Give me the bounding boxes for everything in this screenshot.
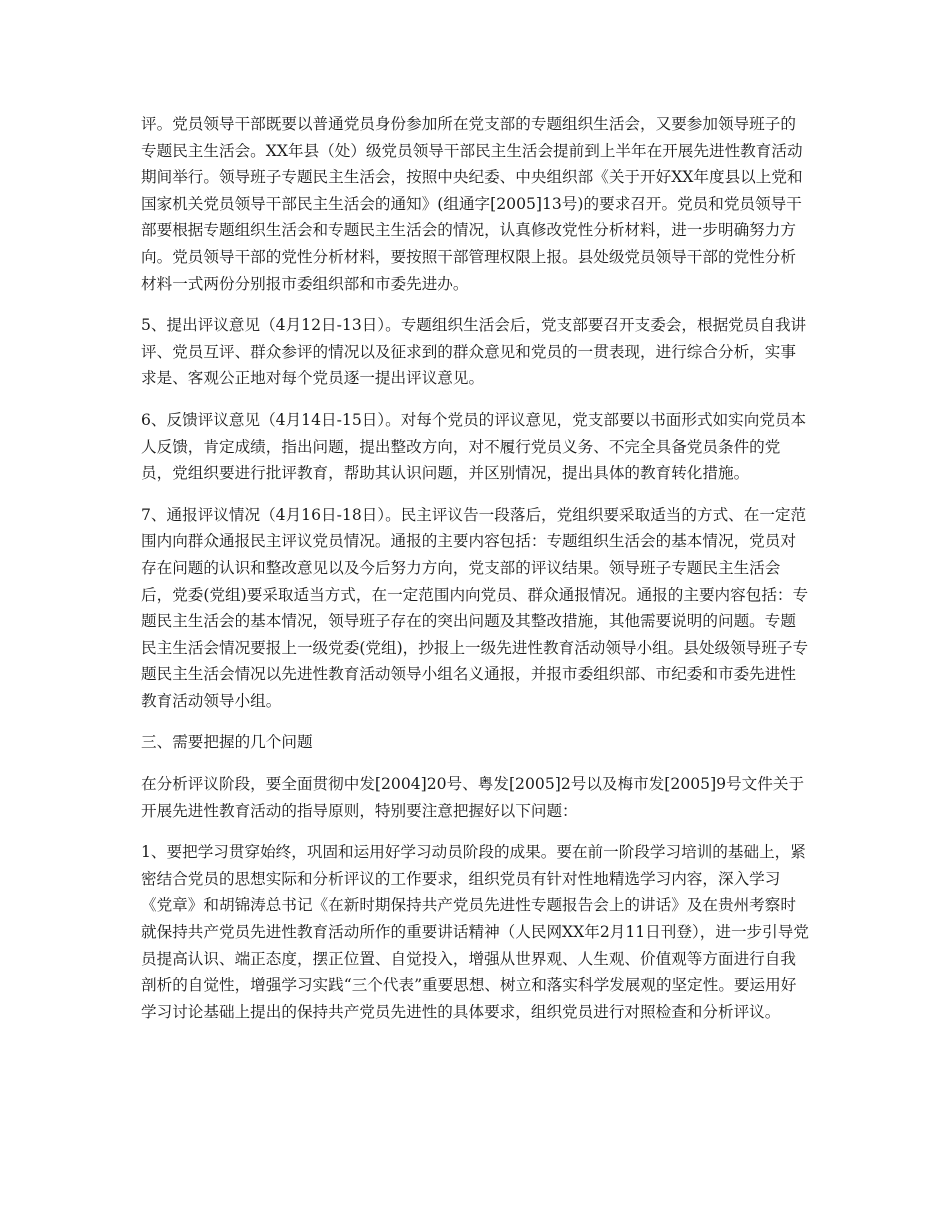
section-heading-key-issues: 三、需要把握的几个问题 [141, 733, 313, 752]
paragraph-step-6-feedback: 6、反馈评议意见（4月14日-15日）。对每个党员的评议意见，党支部要以书面形式如实向党员本人反馈，肯定成绩，指出问题，提出整改方向，对不履行党员义务、不完全具备党员条件的党员，党组织要进行批评教育，帮助其认识问题，并区别情况，提出具体的教育转化措施。 [141, 410, 807, 483]
paragraph-step-7-report: 7、通报评议情况（4月16日-18日）。民主评议告一段落后，党组织要采取适当的方式、在一定范围内向群众通报民主评议党员情况。通报的主要内容包括：专题组织生活会的基本情况，党员对存在问题的认识和整改意见以及今后努力方向，党支部的评议结果。领导班子专题民主生活会后，党委(党组)要采取适当方式，在一定范围内向党员、群众通报情况。通报的主要内容包括：专题民主生活会的基本情况，领导班子存在的突出问题及其整改措施，其他需要说明的问题。专题民主生活会情况要报上一级党委(党组)，抄报上一级先进性教育活动领导小组。县处级领导班子专题民主生活会情况以先进性教育活动领导小组名义通报，并报市委组织部、市纪委和市委先进性教育活动领导小组。 [141, 505, 809, 710]
paragraph-analysis-principles: 在分析评议阶段，要全面贯彻中发[2004]20号、粤发[2005]2号以及梅市发[2005]9号文件关于开展先进性教育活动的指导原则，特别要注意把握好以下问题： [141, 775, 805, 820]
paragraph-party-leaders-review: 评。党员领导干部既要以普通党员身份参加所在党支部的专题组织生活会，又要参加领导班子的专题民主生活会。XX年县（处）级党员领导干部民主生活会提前到上半年在开展先进性教育活动期间举行。领导班子专题民主生活会，按照中央纪委、中央组织部《关于开好XX年度县以上党和国家机关党员领导干部民主生活会的通知》(组通字[2005]13号)的要求召开。党员和党员领导干部要根据专题组织生活会和专题民主生活会的情况，认真修改党性分析材料，进一步明确努力方向。党员领导干部的党性分析材料，要按照干部管理权限上报。县处级党员领导干部的党性分析材料一式两份分别报市委组织部和市委先进办。 [141, 115, 803, 293]
document-body [141, 111, 809, 1040]
paragraph-step-5-opinions: 5、提出评议意见（4月12日-13日）。专题组织生活会后，党支部要召开支委会，根据党员自我讲评、党员互评、群众参评的情况以及征求到的群众意见和党员的一贯表现，进行综合分析，实事求是、客观公正地对每个党员逐一提出评议意见。 [141, 316, 807, 388]
paragraph-issue-1-study: 1、要把学习贯穿始终，巩固和运用好学习动员阶段的成果。要在前一阶段学习培训的基础上，紧密结合党员的思想实际和分析评议的工作要求，组织党员有针对性地精选学习内容，深入学习《党章》和胡锦涛总书记《在新时期保持共产党员先进性专题报告会上的讲话》及在贵州考察时就保持共产党员先进性教育活动所作的重要讲话精神（人民网XX年2月11日刊登），进一步引导党员提高认识、端正态度，摆正位置、自觉投入，增强从世界观、人生观、价值观等方面进行自我剖析的自觉性，增强学习实践“三个代表”重要思想、树立和落实科学发展观的坚定性。要运用好学习讨论基础上提出的保持共产党员先进性的具体要求，组织党员进行对照检查和分析评议。 [141, 843, 809, 1021]
